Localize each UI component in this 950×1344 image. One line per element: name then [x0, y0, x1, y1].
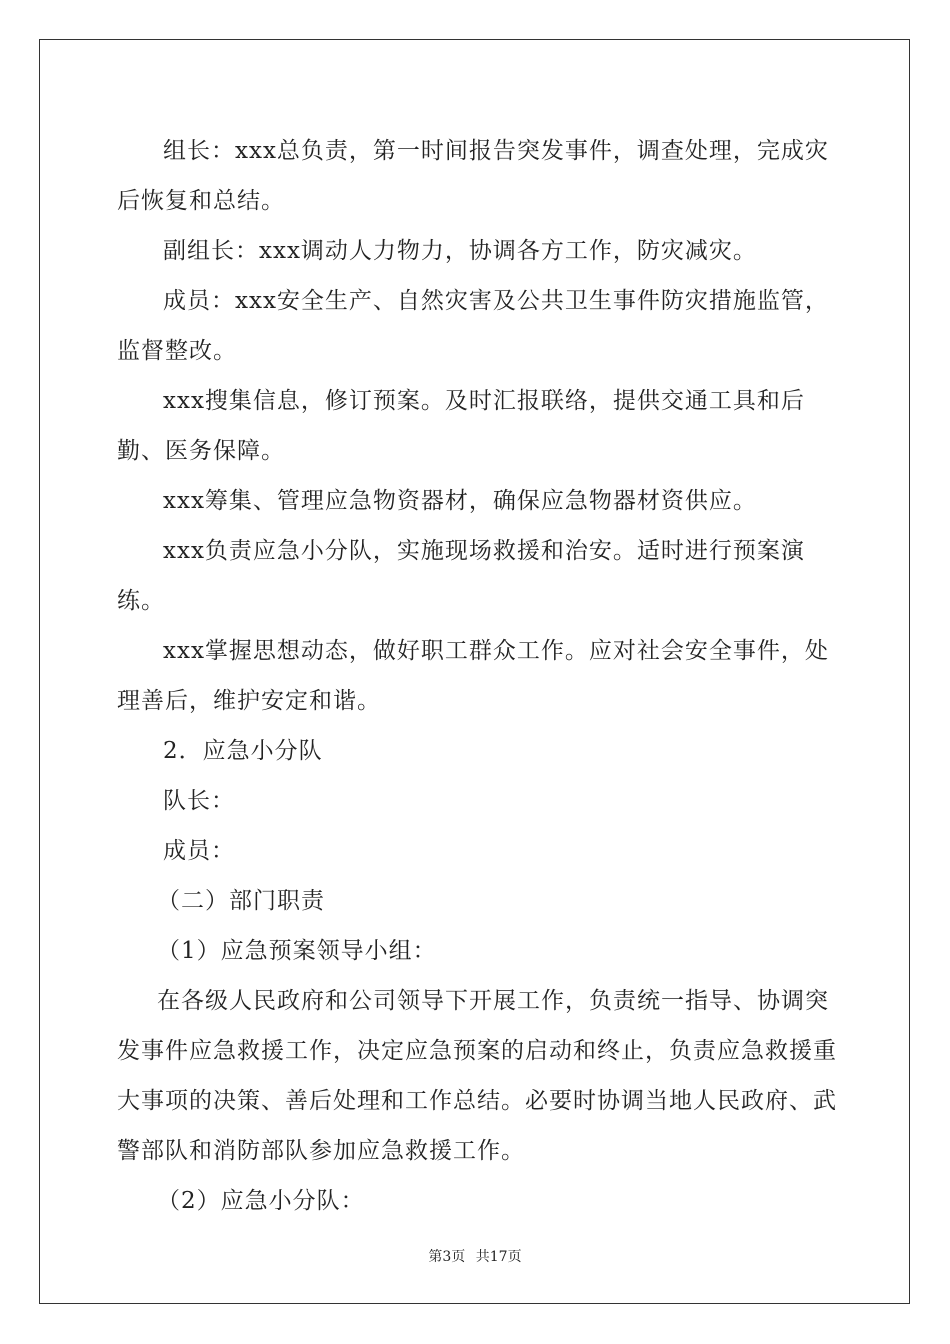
page-number: 第3页	[428, 1249, 466, 1265]
paragraph-deputy-leader: 副组长：xxx调动人力物力，协调各方工作，防灾减灾。	[163, 238, 757, 264]
heading-leadership-group: （1）应急预案领导小组：	[157, 938, 437, 964]
paragraph-captain: 队长：	[163, 788, 235, 814]
paragraph-materials: xxx筹集、管理应急物资器材，确保应急物器材资供应。	[163, 488, 757, 514]
heading-emergency-team: 2．应急小分队	[163, 738, 323, 764]
paragraph-morale: xxx掌握思想动态，做好职工群众工作。应对社会安全事件，处理善后，维护安定和谐。	[117, 638, 829, 714]
paragraph-leadership-duties: 在各级人民政府和公司领导下开展工作，负责统一指导、协调突发事件应急救援工作，决定应急预案的启动和终止，负责应急救援重大事项的决策、善后处理和工作总结。必要时协调当地人民政府、武警部队和消防部队参加应急救援工作。	[117, 988, 837, 1164]
paragraph-members: 成员：xxx安全生产、自然灾害及公共卫生事件防灾措施监管，监督整改。	[117, 288, 829, 364]
paragraph-info-collection: xxx搜集信息，修订预案。及时汇报联络，提供交通工具和后勤、医务保障。	[117, 388, 805, 464]
heading-department-duties: （二）部门职责	[157, 888, 325, 914]
paragraph-team-members: 成员：	[163, 838, 235, 864]
paragraph-team-leader: 组长：xxx总负责，第一时间报告突发事件，调查处理，完成灾后恢复和总结。	[117, 138, 829, 214]
paragraph-response-team: xxx负责应急小分队，实施现场救援和治安。适时进行预案演练。	[117, 538, 805, 614]
total-pages: 共17页	[475, 1249, 522, 1265]
page-footer	[0, 1246, 950, 1266]
heading-emergency-squad: （2）应急小分队：	[157, 1188, 365, 1214]
document-body	[117, 126, 837, 1226]
